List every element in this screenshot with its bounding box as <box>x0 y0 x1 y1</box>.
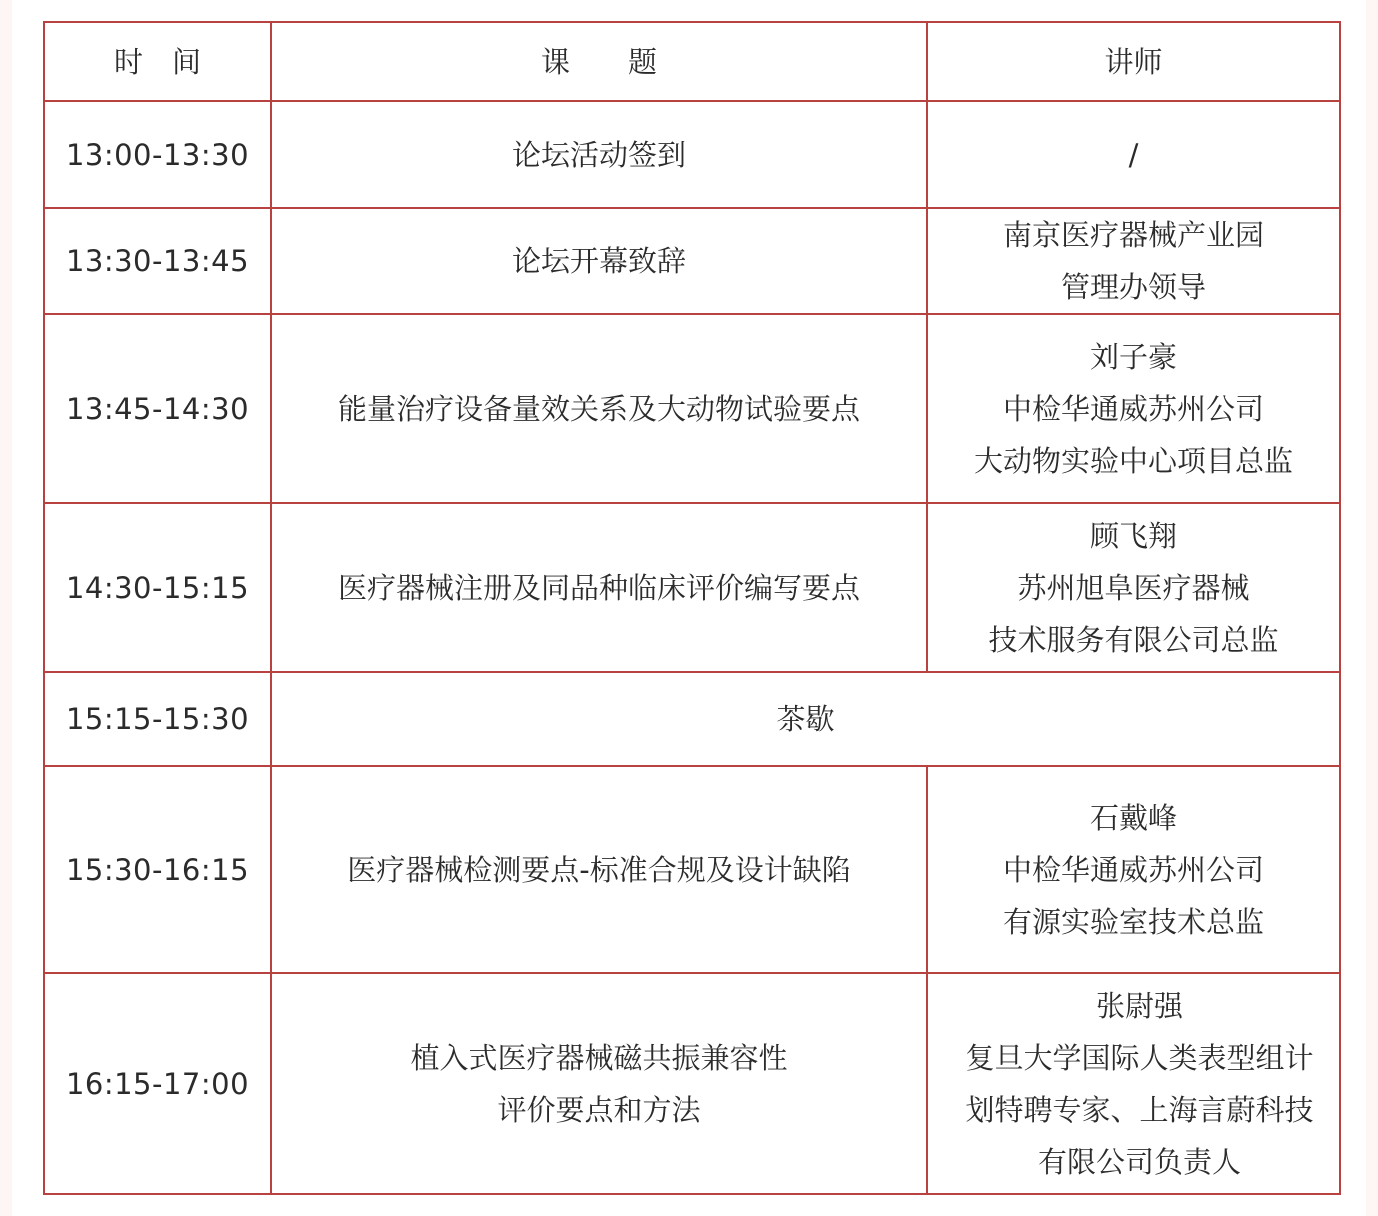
speaker-line: 划特聘专家、上海言蔚科技 <box>965 1092 1314 1127</box>
table-row <box>44 208 1340 314</box>
table-row <box>44 314 1340 503</box>
header-row <box>44 22 1340 101</box>
header-speaker: 讲师 <box>927 22 1340 101</box>
time-cell: 13:45-14:30 <box>44 314 271 503</box>
topic-cell <box>271 101 927 208</box>
topic-line: 医疗器械检测要点-标准合规及设计缺陷 <box>347 852 851 887</box>
speaker-line: 大动物实验中心项目总监 <box>973 443 1293 478</box>
speaker-name: 顾飞翔 <box>1089 518 1177 553</box>
speaker-line: 中检华通威苏州公司 <box>1002 852 1264 887</box>
speaker-line: 有限公司负责人 <box>1037 1144 1241 1179</box>
time-cell: 15:30-16:15 <box>44 766 271 973</box>
speaker-cell <box>927 208 1340 314</box>
time-cell: 15:15-15:30 <box>44 672 271 766</box>
header-time: 时 间 <box>44 22 271 101</box>
speaker-cell <box>927 503 1340 672</box>
speaker-line: 中检华通威苏州公司 <box>1002 391 1264 426</box>
table-row <box>44 101 1340 208</box>
speaker-line: 管理办领导 <box>1060 270 1206 304</box>
table-row <box>44 766 1340 973</box>
time-cell: 16:15-17:00 <box>44 973 271 1194</box>
time-cell: 13:30-13:45 <box>44 208 271 314</box>
topic-line: 评价要点和方法 <box>497 1092 701 1127</box>
topic-cell <box>271 766 927 973</box>
topic-cell <box>271 208 927 314</box>
time-cell: 14:30-15:15 <box>44 503 271 672</box>
break-cell: 茶歇 <box>271 672 1340 766</box>
topic-line: 植入式医疗器械磁共振兼容性 <box>410 1040 788 1075</box>
speaker-name: 张尉强 <box>1095 988 1183 1023</box>
table-row <box>44 672 1340 766</box>
topic-line: 医疗器械注册及同品种临床评价编写要点 <box>337 570 860 605</box>
topic-cell <box>271 314 927 503</box>
speaker-line: 复旦大学国际人类表型组计 <box>965 1040 1314 1075</box>
speaker-cell <box>927 973 1340 1194</box>
header-topic: 课 题 <box>271 22 927 101</box>
topic-line: 论坛活动签到 <box>511 137 686 172</box>
speaker-cell <box>927 314 1340 503</box>
speaker-cell <box>927 766 1340 973</box>
speaker-line: 有源实验室技术总监 <box>1002 904 1264 939</box>
topic-line: 论坛开幕致辞 <box>511 244 686 278</box>
topic-cell <box>271 503 927 672</box>
speaker-name: 刘子豪 <box>1089 339 1177 374</box>
speaker-line: 苏州旭阜医疗器械 <box>1017 570 1250 605</box>
speaker-line: / <box>1128 137 1139 172</box>
time-cell: 13:00-13:30 <box>44 101 271 208</box>
table-row <box>44 503 1340 672</box>
topic-line: 能量治疗设备量效关系及大动物试验要点 <box>337 391 860 426</box>
table-row <box>44 973 1340 1194</box>
speaker-line: 南京医疗器械产业园 <box>1002 218 1264 252</box>
speaker-name: 石戴峰 <box>1089 800 1177 835</box>
speaker-cell <box>927 101 1340 208</box>
speaker-line: 技术服务有限公司总监 <box>988 622 1279 657</box>
topic-cell <box>271 973 927 1194</box>
schedule-table <box>43 21 1341 1195</box>
